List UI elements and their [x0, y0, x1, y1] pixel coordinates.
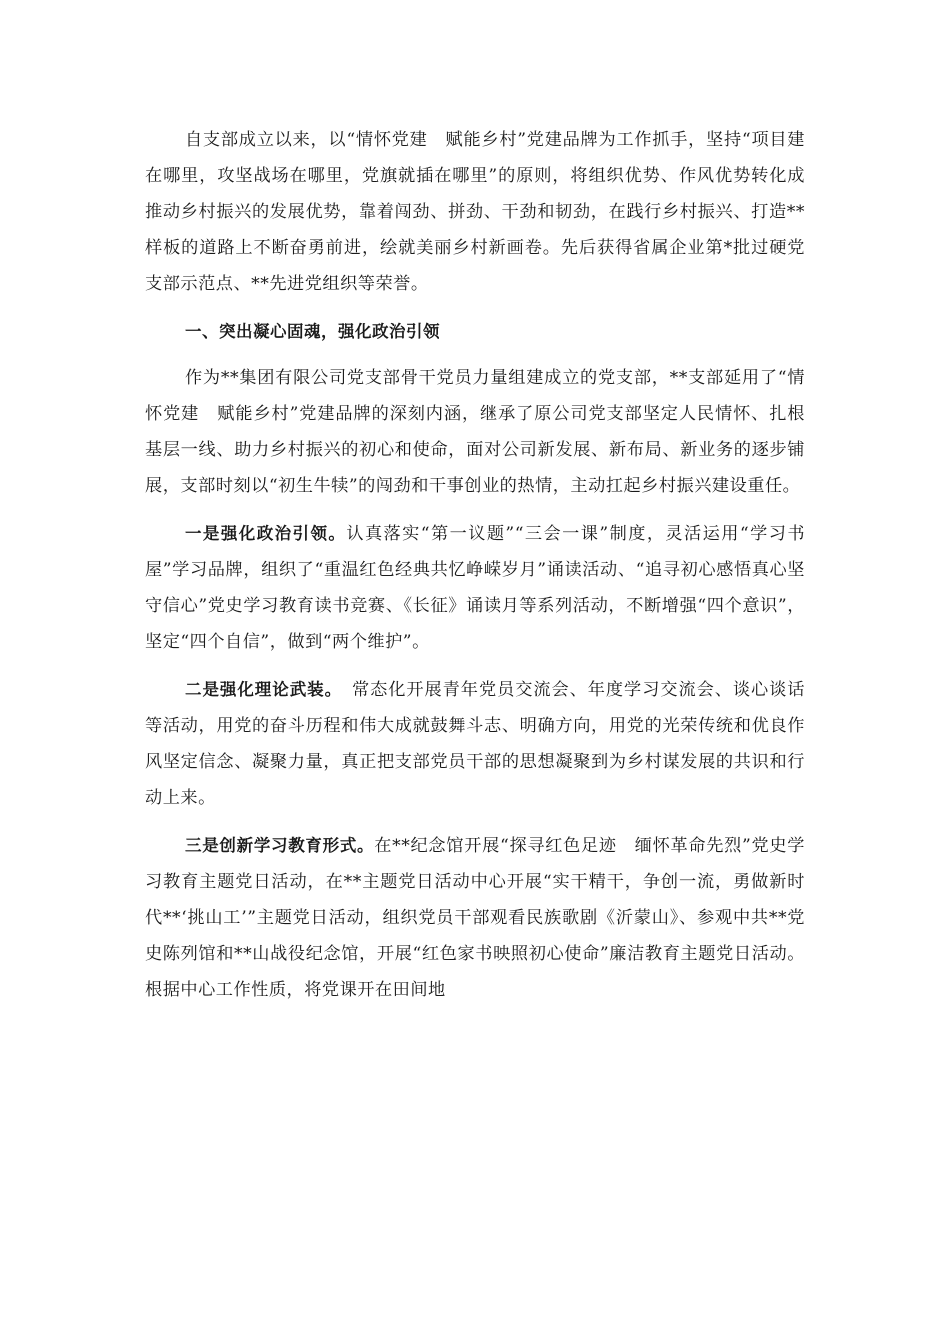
item-text: 常态化开展青年党员交流会、年度学习交流会、谈心谈话等活动，用党的奋斗历程和伟大成就鼓舞斗志、明确方向，用党的光荣传统和优良作风坚定信念、凝聚力量，真正把支部党员干部的思想凝聚到为乡村谋发展的共识和行动上来。 — [145, 680, 805, 808]
item-paragraph-3 — [145, 828, 805, 1008]
intro-paragraph: 自支部成立以来，以“情怀党建 赋能乡村”党建品牌为工作抓手，坚持“项目建在哪里，攻坚战场在哪里，党旗就插在哪里”的原则，将组织优势、作风优势转化成推动乡村振兴的发展优势，靠着闯劲、拼劲、干劲和韧劲，在践行乡村振兴、打造**样板的道路上不断奋勇前进，绘就美丽乡村新画卷。先后获得省属企业第*批过硬党支部示范点、**先进党组织等荣誉。 — [145, 130, 805, 294]
item-text: 在**纪念馆开展“探寻红色足迹 缅怀革命先烈”党史学习教育主题党日活动，在**主题党日活动中心开展“实干精干，争创一流，勇做新时代**‘挑山工’”主题党日活动，组织党员干部观看民族歌剧《沂蒙山》、参观中共**党史陈列馆和**山战役纪念馆，开展“红色家书映照初心使命”廉洁教育主题党日活动。根据中心工作性质，将党课开在田间地 — [145, 836, 805, 1000]
item-lead: 三是创新学习教育形式。 — [185, 836, 375, 855]
item-text: 认真落实“第一议题”“三会一课”制度，灵活运用“学习书屋”学习品牌，组织了“重温红色经典共忆峥嵘岁月”诵读活动、“追寻初心感悟真心坚守信心”党史学习教育读书竞赛、《长征》诵读月等系列活动，不断增强“四个意识”，坚定“四个自信”，做到“两个维护”。 — [145, 524, 806, 652]
document-page — [145, 122, 805, 1020]
item-paragraph-2 — [145, 672, 805, 816]
item-lead: 一是强化政治引领。 — [185, 524, 347, 543]
item-paragraph-1 — [145, 516, 805, 660]
item-lead: 二是强化理论武装。 — [185, 680, 334, 699]
section-heading: 一、突出凝心固魂，强化政治引领 — [185, 322, 440, 341]
section-intro-paragraph: 作为**集团有限公司党支部骨干党员力量组建成立的党支部，**支部延用了“情怀党建 赋能乡村”党建品牌的深刻内涵，继承了原公司党支部坚定人民情怀、扎根基层一线、助力乡村振兴的初心和使命，面对公司新发展、新布局、新业务的逐步铺展，支部时刻以“初生牛犊”的闯劲和干事创业的热情，主动扛起乡村振兴建设重任。 — [145, 368, 805, 496]
